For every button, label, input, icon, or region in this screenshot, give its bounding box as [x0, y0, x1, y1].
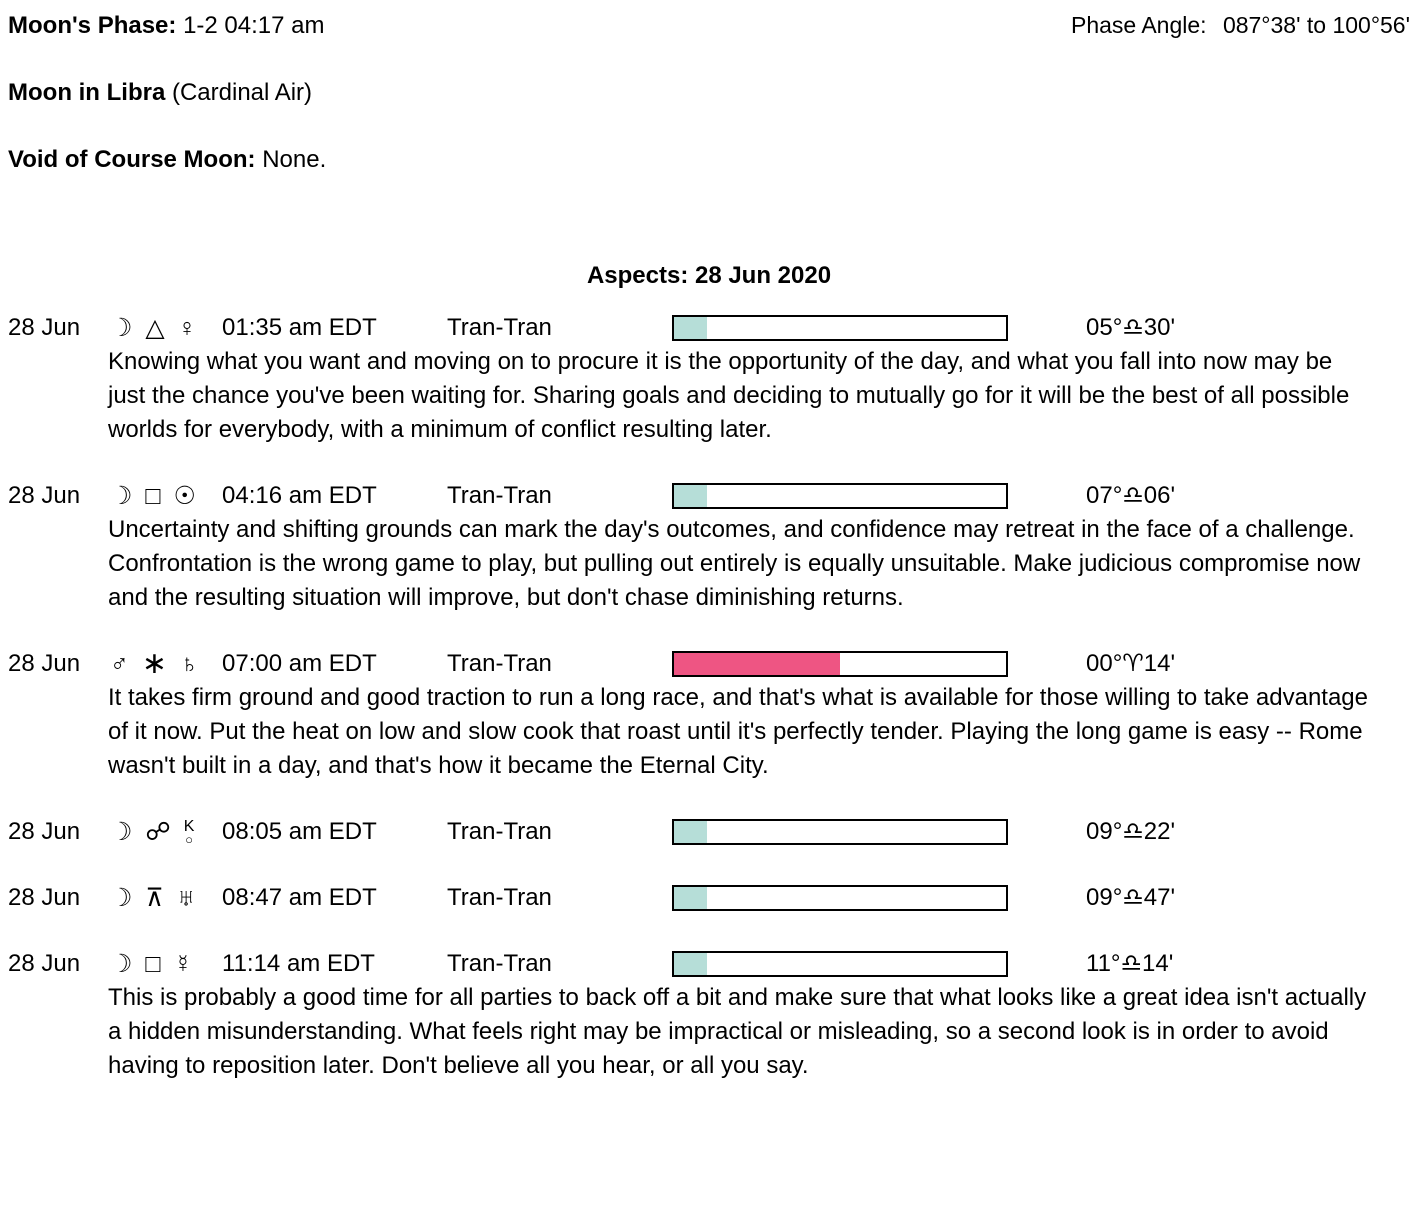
orb-progress-bar: [672, 819, 1008, 845]
mercury-icon: ☿: [173, 950, 193, 978]
moon-icon: ☽: [110, 314, 133, 342]
aspect-block: [8, 311, 1410, 447]
aspect-glyphs: [110, 885, 222, 911]
moon-icon: ☽: [110, 482, 133, 510]
sun-icon: ☉: [173, 482, 196, 510]
moon-icon: ☽: [110, 950, 133, 978]
orb-progress-bar: [672, 885, 1008, 911]
degree-position: 07°♎06': [1086, 482, 1176, 509]
aspect-date: 28 Jun: [8, 482, 81, 509]
moons-phase-value: 1-2 04:17 am: [183, 12, 325, 39]
moon-icon: ☽: [110, 818, 133, 846]
aspect-type: Tran-Tran: [447, 482, 552, 509]
void-of-course-line: [8, 143, 1410, 177]
aspect-block: [8, 815, 1410, 849]
aspect-block: [8, 947, 1410, 1083]
aspect-time: 08:05 am EDT: [222, 818, 377, 845]
square-aspect-icon: □: [145, 482, 161, 510]
aspect-row: [8, 815, 1410, 849]
aspect-glyphs: [110, 315, 222, 341]
degree-position: 00°♈14': [1086, 650, 1176, 677]
opposition-icon: ☍: [145, 818, 171, 846]
aspect-row: [8, 479, 1410, 513]
aspect-time: 08:47 am EDT: [222, 884, 377, 911]
orb-progress-fill: [674, 887, 707, 909]
aspect-type: Tran-Tran: [447, 314, 552, 341]
moons-phase: [8, 9, 325, 43]
degree-position: 11°♎14': [1086, 950, 1174, 977]
saturn-icon: ♄: [179, 650, 199, 678]
orb-progress-fill: [674, 317, 707, 339]
orb-progress-bar: [672, 651, 1008, 677]
trine-icon: △: [145, 314, 165, 342]
aspects-title: Aspects: 28 Jun 2020: [586, 262, 832, 289]
uranus-icon: ♅: [176, 884, 196, 912]
aspect-date: 28 Jun: [8, 650, 81, 677]
moons-phase-line: [8, 8, 1410, 43]
sextile-icon: ∗: [141, 647, 167, 680]
aspect-type: Tran-Tran: [447, 950, 552, 977]
mars-icon: ♂: [110, 650, 129, 678]
orb-progress-bar: [672, 483, 1008, 509]
aspect-date: 28 Jun: [8, 884, 81, 911]
aspect-time: 07:00 am EDT: [222, 650, 377, 677]
aspect-block: [8, 479, 1410, 615]
phase-angle-label: Phase Angle:: [1070, 12, 1207, 38]
degree-position: 05°♎30': [1086, 314, 1176, 341]
aspect-time: 11:14 am EDT: [222, 950, 375, 977]
moon-icon: ☽: [110, 884, 133, 912]
orb-progress-fill: [674, 953, 707, 975]
aspect-row: [8, 881, 1410, 915]
quincunx-icon: ⊼: [145, 884, 164, 912]
phase-angle-value: 087°38' to 100°56': [1222, 12, 1410, 38]
degree-position: 09°♎47': [1086, 884, 1176, 911]
moon-sign-quality: (Cardinal Air): [171, 79, 313, 106]
moon-sign-line: [8, 76, 1410, 110]
orb-progress-fill: [674, 485, 707, 507]
aspect-glyphs: [110, 819, 222, 845]
aspect-date: 28 Jun: [8, 314, 81, 341]
aspect-row: [8, 311, 1410, 345]
aspect-glyphs: [110, 483, 222, 509]
aspect-description: Knowing what you want and moving on to procure it is the opportunity of the day, and what you fall into now may be just the chance you've been waiting for. Sharing goals and deciding to mutually go for it will be the best of all possible worlds for everybody, with a minimum of conflict resulting later.: [108, 348, 1350, 443]
aspect-type: Tran-Tran: [447, 818, 552, 845]
phase-angle: [1071, 8, 1410, 42]
void-of-course-value: None.: [262, 146, 327, 173]
aspect-row: [8, 947, 1410, 981]
void-of-course-label: Void of Course Moon:: [8, 146, 256, 173]
aspect-time: 04:16 am EDT: [222, 482, 377, 509]
aspect-block: [8, 881, 1410, 915]
aspect-type: Tran-Tran: [447, 884, 552, 911]
orb-progress-bar: [672, 951, 1008, 977]
orb-progress-bar: [672, 315, 1008, 341]
aspect-block: [8, 647, 1410, 783]
aspect-type: Tran-Tran: [447, 650, 552, 677]
aspect-description: Uncertainty and shifting grounds can mark the day's outcomes, and confidence may retreat in the face of a challenge. Confrontation is the wrong game to play, but pulling out entirely is equally unsuitable. Make judicious compromise now and the resulting situation will improve, but don't chase diminishing returns.: [108, 516, 1361, 611]
aspect-glyphs: [110, 647, 222, 680]
aspect-description: It takes firm ground and good traction to run a long race, and that's what is available for those willing to take advantage of it now. Put the heat on low and slow cook that roast until it's perfectly tender. Playing the long game is easy -- Rome wasn't built in a day, and that's how it became the Eternal City.: [108, 684, 1368, 779]
degree-position: 09°♎22': [1086, 818, 1176, 845]
moon-sign-label: Moon in Libra: [8, 79, 166, 106]
orb-progress-fill: [674, 653, 840, 675]
aspect-date: 28 Jun: [8, 950, 81, 977]
aspect-time: 01:35 am EDT: [222, 314, 377, 341]
aspect-date: 28 Jun: [8, 818, 81, 845]
aspect-row: [8, 647, 1410, 681]
chiron-icon: K ○: [183, 817, 195, 847]
orb-progress-fill: [674, 821, 707, 843]
moons-phase-label: Moon's Phase:: [8, 12, 177, 39]
square-aspect-icon: □: [145, 950, 161, 978]
venus-icon: ♀: [177, 314, 197, 342]
aspect-description: This is probably a good time for all parties to back off a bit and make sure that what looks like a great idea isn't actually a hidden misunderstanding. What feels right may be impractical or misleading, so a second look is in order to avoid having to reposition later. Don't believe all you hear, or all you say.: [108, 984, 1367, 1079]
aspect-glyphs: [110, 951, 222, 977]
